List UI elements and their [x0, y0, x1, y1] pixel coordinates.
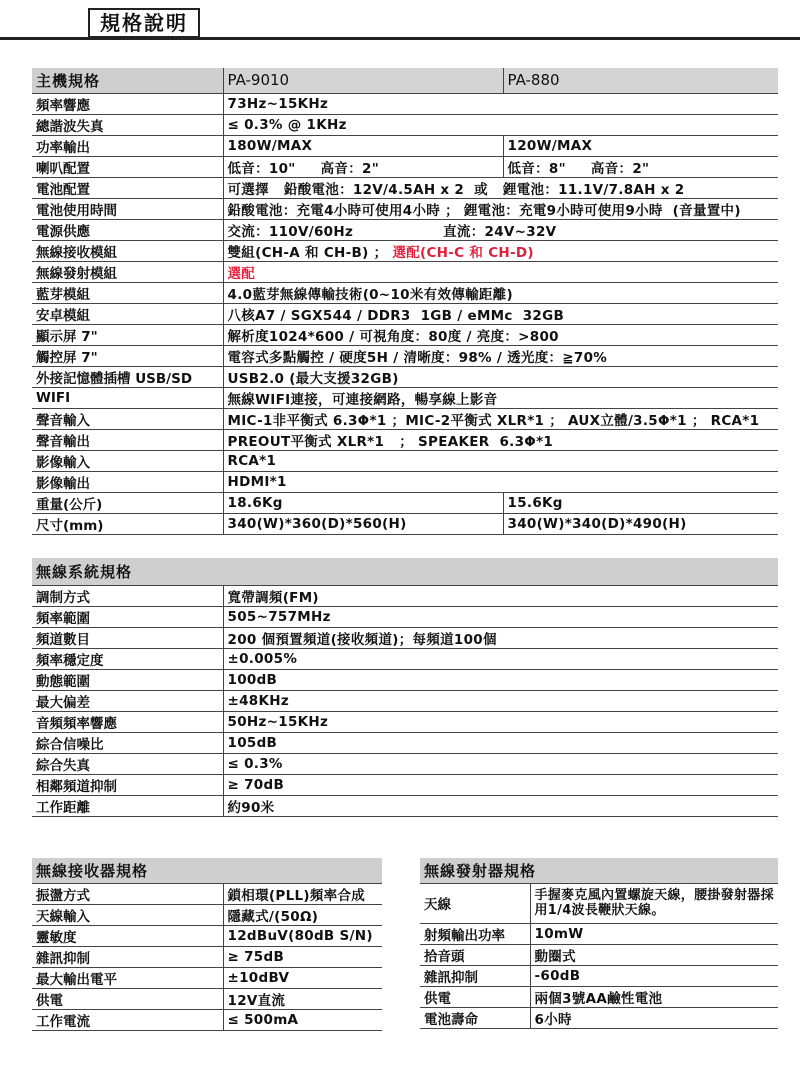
spec-label: 頻率範圍 — [32, 606, 223, 627]
optional-highlight: 選配 — [227, 265, 256, 282]
table-row — [32, 711, 778, 732]
spec-value-model-a: 180W/MAX — [223, 135, 503, 156]
table-row — [32, 904, 382, 925]
spec-label: 供電 — [32, 988, 223, 1009]
table-row — [32, 135, 778, 156]
table-row — [32, 114, 778, 135]
spec-label: 總諧波失真 — [32, 114, 223, 135]
spec-label: 動態範圍 — [32, 669, 223, 690]
antenna-value: 手握麥克風內置螺旋天線，腰掛發射器採用1/4波長鞭狀天線。 — [530, 883, 778, 923]
table-row — [32, 492, 778, 513]
table-row — [32, 883, 382, 904]
spec-value: -60dB — [530, 965, 778, 986]
spec-value: ≥ 75dB — [223, 946, 382, 967]
receiver-spec-table — [32, 858, 382, 1031]
spec-value: 隱藏式/(50Ω) — [223, 904, 382, 925]
spec-value-text: 八核A7 / SGX544 / DDR3 1GB / eMMc 32GB — [227, 307, 565, 324]
table-row — [32, 282, 778, 303]
table-row — [420, 986, 778, 1007]
spec-value — [223, 408, 778, 429]
table-row — [32, 690, 778, 711]
spec-value-text: ≤ 0.3% @ 1KHz — [227, 116, 347, 133]
table-row — [420, 944, 778, 965]
main-spec-header: 主機規格 — [32, 68, 223, 93]
spec-value: 200 個預置頻道(接收頻道)；每頻道100個 — [223, 627, 778, 648]
spec-label: 射頻輸出功率 — [420, 923, 530, 944]
spec-label: 電池壽命 — [420, 1007, 530, 1028]
spec-value: 動圈式 — [530, 944, 778, 965]
spec-value-model-a: 340(W)*360(D)*560(H) — [223, 513, 503, 534]
spec-label: 顯示屏 7" — [32, 324, 223, 345]
model-b-header: PA-880 — [503, 68, 778, 93]
spec-value: 10mW — [530, 923, 778, 944]
spec-label: 尺寸(mm) — [32, 513, 223, 534]
table-row — [32, 732, 778, 753]
optional-highlight: 選配(CH-C 和 CH-D) — [392, 244, 534, 261]
spec-label: 綜合信噪比 — [32, 732, 223, 753]
spec-label: WIFI — [32, 387, 223, 408]
spec-value — [223, 219, 778, 240]
spec-value-model-b: 15.6Kg — [503, 492, 778, 513]
spec-label: 重量(公斤) — [32, 492, 223, 513]
spec-label: 靈敏度 — [32, 925, 223, 946]
spec-label: 綜合失真 — [32, 753, 223, 774]
spec-label: 音頻頻率響應 — [32, 711, 223, 732]
transmitter-header-row — [420, 858, 778, 883]
spec-value — [223, 198, 778, 219]
spec-label: 喇叭配置 — [32, 156, 223, 177]
spec-value-text: 鉛酸電池：充電4小時可使用4小時 ； 鋰電池：充電9小時可使用9小時 (音量置中) — [227, 202, 741, 219]
table-row — [32, 471, 778, 492]
spec-value: 12V直流 — [223, 988, 382, 1009]
table-row — [32, 450, 778, 471]
spec-value — [223, 261, 778, 282]
table-row — [32, 408, 778, 429]
spec-value: ≤ 0.3% — [223, 753, 778, 774]
spec-label: 供電 — [420, 986, 530, 1007]
transmitter-spec-header: 無線發射器規格 — [420, 858, 778, 883]
spec-value — [223, 429, 778, 450]
spec-label: 功率輸出 — [32, 135, 223, 156]
spec-value — [223, 324, 778, 345]
table-row — [32, 198, 778, 219]
spec-value — [223, 93, 778, 114]
spec-label: 頻率響應 — [32, 93, 223, 114]
table-row — [32, 967, 382, 988]
spec-value: 105dB — [223, 732, 778, 753]
spec-value — [223, 471, 778, 492]
spec-value — [223, 366, 778, 387]
spec-value-model-a: 18.6Kg — [223, 492, 503, 513]
table-row — [32, 324, 778, 345]
spec-value: 505~757MHz — [223, 606, 778, 627]
spec-label: 無線接收模組 — [32, 240, 223, 261]
table-row — [420, 883, 778, 923]
spec-label: 聲音輸入 — [32, 408, 223, 429]
title-divider — [0, 37, 800, 40]
spec-label: 調制方式 — [32, 585, 223, 606]
spec-value-text: 解析度1024*600 / 可視角度：80度 / 亮度：>800 — [227, 328, 559, 345]
spec-value — [223, 303, 778, 324]
spec-label: 工作距離 — [32, 795, 223, 816]
table-row — [32, 925, 382, 946]
page-title: 規格說明 — [88, 8, 200, 38]
spec-value-text: 交流：110V/60Hz 直流：24V~32V — [227, 223, 557, 240]
wireless-header-row — [32, 558, 778, 585]
spec-label: 觸控屏 7" — [32, 345, 223, 366]
spec-value-text: 無線WIFI連接，可連接網路，暢享線上影音 — [227, 391, 498, 408]
spec-value: 寬帶調頻(FM) — [223, 585, 778, 606]
spec-value-text: PREOUT平衡式 XLR*1 ； SPEAKER 6.3Φ*1 — [227, 433, 554, 450]
spec-label: 無線發射模組 — [32, 261, 223, 282]
spec-value-text: HDMI*1 — [227, 473, 287, 490]
spec-value-model-a: 低音：10" 高音：2" — [223, 156, 503, 177]
transmitter-spec-table — [420, 858, 778, 1029]
table-row — [420, 965, 778, 986]
spec-label: 雜訊抑制 — [420, 965, 530, 986]
spec-value: ±10dBV — [223, 967, 382, 988]
spec-value — [223, 114, 778, 135]
main-spec-header-row — [32, 68, 778, 93]
spec-label: 頻道數目 — [32, 627, 223, 648]
spec-label: 振盪方式 — [32, 883, 223, 904]
table-row — [32, 669, 778, 690]
spec-label: 外接記憶體插槽 USB/SD — [32, 366, 223, 387]
spec-label: 雜訊抑制 — [32, 946, 223, 967]
spec-value: 鎖相環(PLL)頻率合成 — [223, 883, 382, 904]
table-row — [420, 923, 778, 944]
spec-label: 聲音輸出 — [32, 429, 223, 450]
spec-value — [223, 240, 778, 261]
spec-value — [223, 345, 778, 366]
spec-value — [223, 177, 778, 198]
spec-label: 最大偏差 — [32, 690, 223, 711]
wireless-spec-table — [32, 558, 778, 817]
wireless-spec-header: 無線系統規格 — [32, 558, 778, 585]
spec-value: ±48KHz — [223, 690, 778, 711]
spec-label: 拾音頭 — [420, 944, 530, 965]
spec-value: 50Hz~15KHz — [223, 711, 778, 732]
spec-label: 安卓模組 — [32, 303, 223, 324]
spec-value-model-b: 340(W)*340(D)*490(H) — [503, 513, 778, 534]
spec-label: 影像輸入 — [32, 450, 223, 471]
table-row — [32, 93, 778, 114]
spec-label: 電池配置 — [32, 177, 223, 198]
table-row — [32, 387, 778, 408]
table-row — [32, 585, 778, 606]
spec-value-model-b: 120W/MAX — [503, 135, 778, 156]
model-a-header: PA-9010 — [223, 68, 503, 93]
table-row — [32, 240, 778, 261]
spec-value: ±0.005% — [223, 648, 778, 669]
spec-label: 天線輸入 — [32, 904, 223, 925]
table-row — [32, 177, 778, 198]
table-row — [32, 795, 778, 816]
table-row — [32, 261, 778, 282]
spec-value: 6小時 — [530, 1007, 778, 1028]
table-row — [32, 648, 778, 669]
spec-value-text: 73Hz~15KHz — [227, 95, 329, 112]
table-row — [420, 1007, 778, 1028]
spec-label: 工作電流 — [32, 1009, 223, 1030]
spec-value — [223, 450, 778, 471]
main-spec-table — [32, 68, 778, 535]
table-row — [32, 1009, 382, 1030]
spec-label: 頻率穩定度 — [32, 648, 223, 669]
table-row — [32, 606, 778, 627]
spec-value-text: 雙組(CH-A 和 CH-B) ； — [227, 244, 393, 261]
spec-value: 12dBuV(80dB S/N) — [223, 925, 382, 946]
spec-value-text: RCA*1 — [227, 452, 277, 469]
antenna-label: 天線 — [420, 883, 530, 923]
receiver-header-row — [32, 858, 382, 883]
spec-value-model-b: 低音：8" 高音：2" — [503, 156, 778, 177]
spec-value: ≤ 500mA — [223, 1009, 382, 1030]
spec-label: 電池使用時間 — [32, 198, 223, 219]
receiver-spec-header: 無線接收器規格 — [32, 858, 382, 883]
table-row — [32, 513, 778, 534]
spec-value: ≥ 70dB — [223, 774, 778, 795]
spec-label: 最大輸出電平 — [32, 967, 223, 988]
spec-label: 藍芽模組 — [32, 282, 223, 303]
table-row — [32, 303, 778, 324]
table-row — [32, 219, 778, 240]
table-row — [32, 774, 778, 795]
spec-value-text: 4.0藍芽無線傳輸技術(0~10米有效傳輸距離) — [227, 286, 513, 303]
table-row — [32, 429, 778, 450]
spec-value-text: USB2.0 (最大支援32GB) — [227, 370, 399, 387]
table-row — [32, 366, 778, 387]
spec-value — [223, 387, 778, 408]
table-row — [32, 627, 778, 648]
spec-value: 約90米 — [223, 795, 778, 816]
spec-value-text: 可選擇 鉛酸電池：12V/4.5AH x 2 或 鋰電池：11.1V/7.8AH x 2 — [227, 181, 685, 198]
table-row — [32, 156, 778, 177]
spec-label: 電源供應 — [32, 219, 223, 240]
table-row — [32, 988, 382, 1009]
spec-value: 100dB — [223, 669, 778, 690]
spec-label: 影像輸出 — [32, 471, 223, 492]
spec-value — [223, 282, 778, 303]
spec-value-text: 電容式多點觸控 / 硬度5H / 清晰度：98% / 透光度：≧70% — [227, 349, 608, 366]
table-row — [32, 946, 382, 967]
spec-value-text: MIC-1非平衡式 6.3Φ*1 ；MIC-2平衡式 XLR*1 ； AUX立體/3.5Φ*1 ； RCA*1 — [227, 412, 760, 429]
table-row — [32, 753, 778, 774]
table-row — [32, 345, 778, 366]
spec-value: 兩個3號AA鹼性電池 — [530, 986, 778, 1007]
spec-label: 相鄰頻道抑制 — [32, 774, 223, 795]
